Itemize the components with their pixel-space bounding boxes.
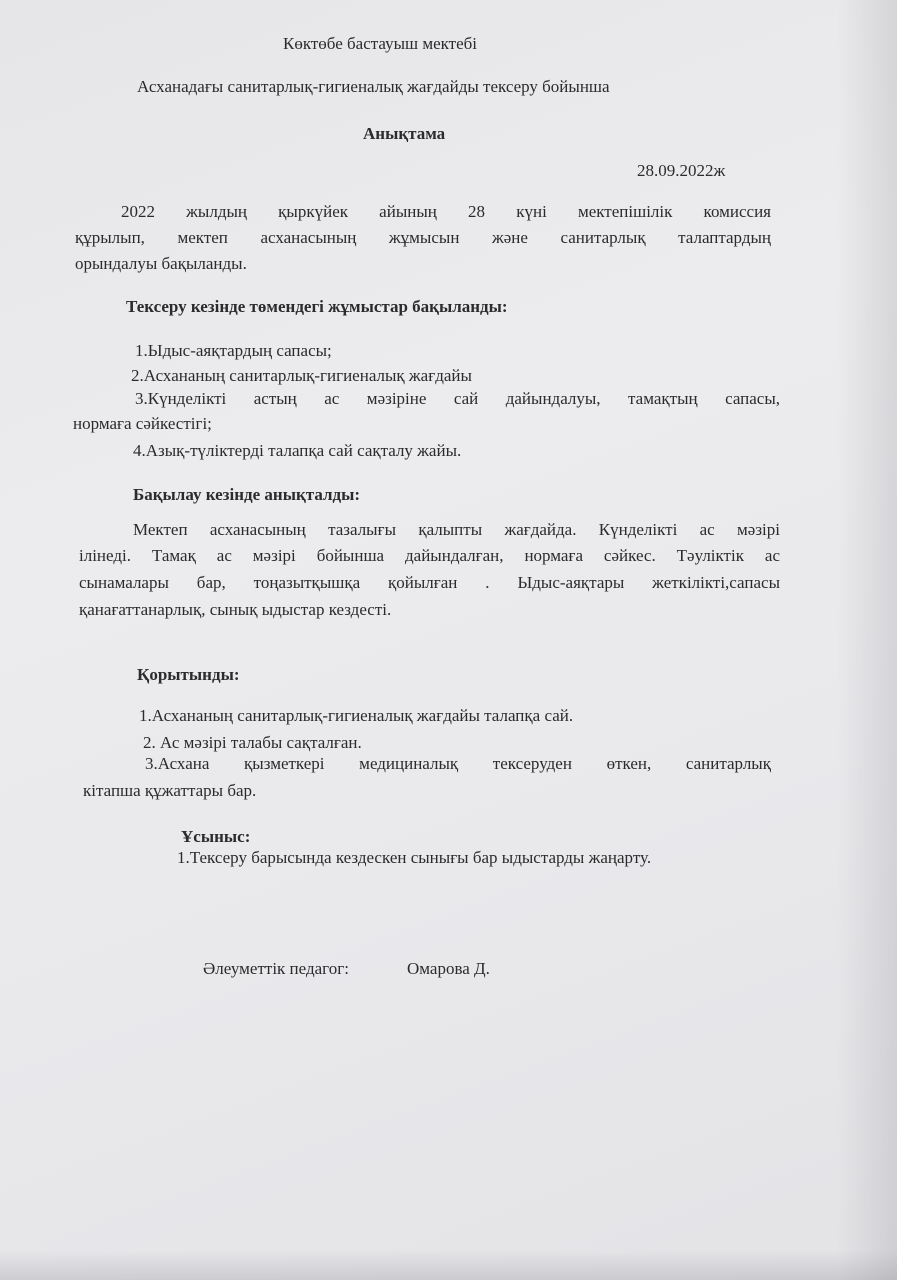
conclusion-item: кітапша құжаттары бар. [83, 781, 257, 800]
conclusion-item: 1.Асхананың санитарлық-гигиеналық жағдайы талапқа сай. [139, 706, 574, 725]
findings-line: сынамалары бар, тоңазытқышқа қойылған . Ыдыс-аяқтары жеткілікті,сапасы [79, 573, 780, 592]
findings-line: ілінеді. Тамақ ас мәзірі бойынша дайындалған, нормаға сәйкес. Тәуліктік ас [79, 546, 780, 565]
checked-heading: Тексеру кезінде төмендегі жұмыстар бақыланды: [126, 297, 508, 316]
checked-item: 3.Күнделікті астың ас мәзіріне сай дайындалуы, тамақтың сапасы, [135, 389, 780, 408]
document-title: Анықтама [363, 124, 446, 143]
conclusion-heading: Қорытынды: [137, 665, 240, 684]
checked-item: нормаға сәйкестігі; [73, 414, 212, 433]
recommendation-item: 1.Тексеру барысында кездескен сынығы бар ыдыстарды жаңарту. [177, 848, 652, 867]
conclusion-item: 3.Асхана қызметкері медициналық тексеруден өткен, санитарлық [145, 754, 771, 773]
findings-line: қанағаттанарлық, сынық ыдыстар кездесті. [79, 600, 392, 619]
checked-item: 1.Ыдыс-аяқтардың сапасы; [135, 341, 332, 360]
signature-role: Әлеуметтік педагог: [203, 959, 349, 978]
intro-line: 2022 жылдың қыркүйек айының 28 күні мектепішілік комиссия [121, 202, 771, 221]
signature-name: Омарова Д. [407, 959, 490, 978]
intro-line: орындалуы бақыланды. [75, 254, 247, 273]
findings-heading: Бақылау кезінде анықталды: [133, 485, 361, 504]
document-subject: Асханадағы санитарлық-гигиеналық жағдайды тексеру бойынша [137, 77, 610, 96]
document-date: 28.09.2022ж [637, 161, 726, 180]
intro-line: құрылып, мектеп асханасының жұмысын және санитарлық талаптардың [75, 228, 771, 247]
recommendation-heading: Ұсыныс: [181, 827, 251, 846]
checked-item: 4.Азық-түліктерді талапқа сай сақталу жайы. [133, 441, 462, 460]
conclusion-item: 2. Ас мәзірі талабы сақталған. [143, 733, 362, 752]
findings-line: Мектеп асханасының тазалығы қалыпты жағдайда. Күнделікті ас мәзірі [133, 520, 780, 539]
page-shadow-bottom [0, 1250, 897, 1280]
school-name: Көктөбе бастауыш мектебі [283, 34, 478, 53]
checked-item: 2.Асхананың санитарлық-гигиеналық жағдайы [131, 366, 472, 385]
page-shadow-right [837, 0, 897, 1280]
